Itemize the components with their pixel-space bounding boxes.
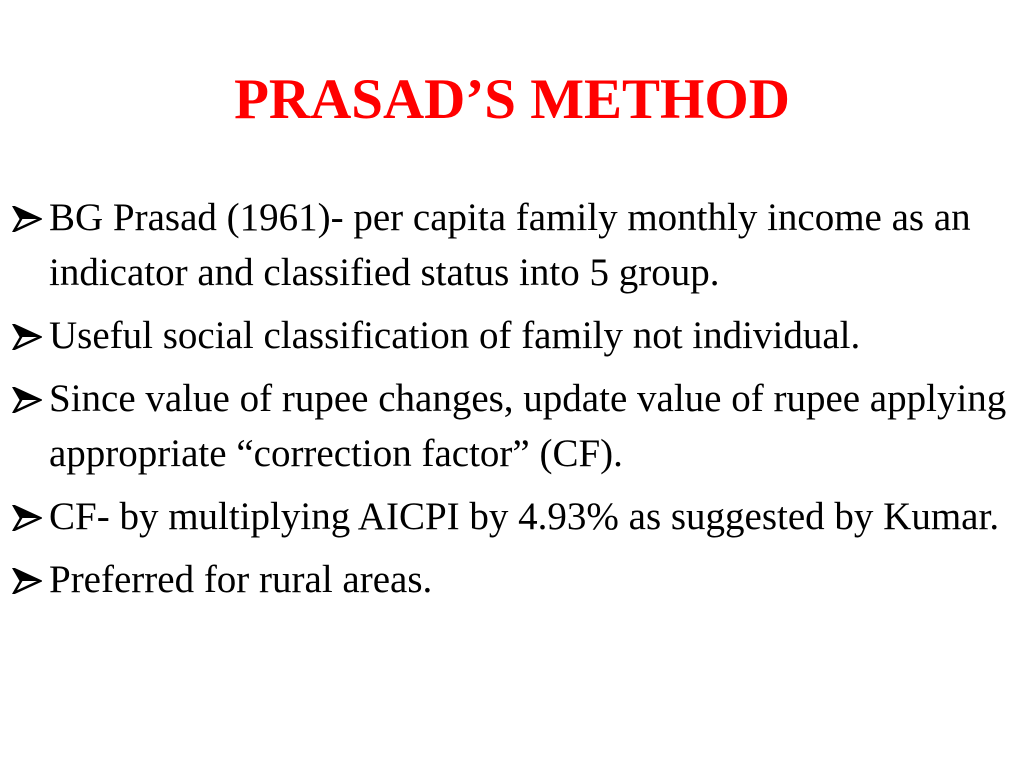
- bullet-item: [0, 552, 1024, 607]
- arrowhead-bullet-icon: [12, 206, 42, 232]
- bullet-text: BG Prasad (1961)- per capita family monthly income as an indicator and classified status into 5 group.: [49, 196, 971, 294]
- bullet-item: [0, 489, 1024, 544]
- bullet-text: Useful social classification of family not individual.: [49, 314, 861, 357]
- slide-title: PRASAD’S METHOD: [234, 68, 790, 131]
- bullet-list: [0, 190, 1024, 615]
- bullet-item: [0, 308, 1024, 363]
- bullet-item: [0, 190, 1024, 300]
- bullet-text: Preferred for rural areas.: [49, 558, 433, 601]
- bullet-text: Since value of rupee changes, update value of rupee applying appropriate “correction factor” (CF).: [49, 377, 1007, 475]
- bullet-item: [0, 371, 1024, 481]
- bullet-text: CF- by multiplying AICPI by 4.93% as suggested by Kumar.: [49, 495, 1000, 538]
- arrowhead-bullet-icon: [12, 387, 42, 413]
- arrowhead-bullet-icon: [12, 505, 42, 531]
- arrowhead-bullet-icon: [12, 324, 42, 350]
- arrowhead-bullet-icon: [12, 568, 42, 594]
